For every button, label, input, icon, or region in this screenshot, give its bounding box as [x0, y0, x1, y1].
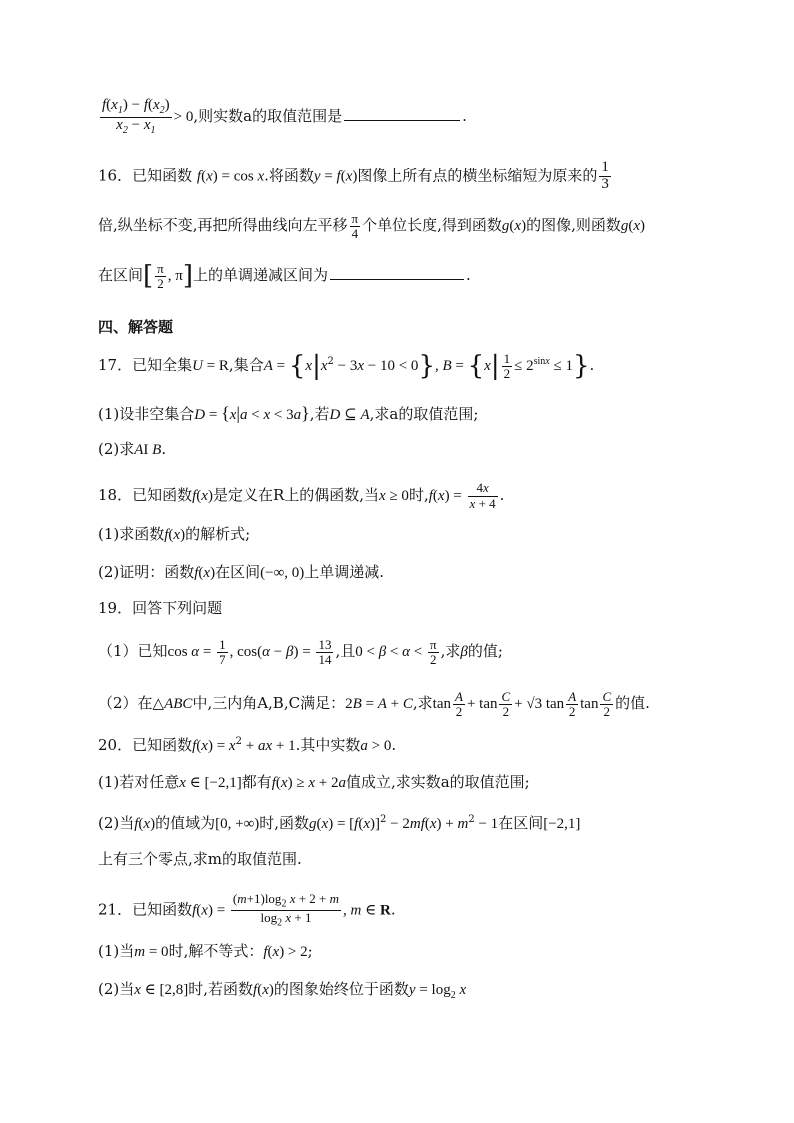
q18-line1: 18．已知函数f(x)是定义在R上的偶函数,当x ≥ 0时,f(x) = $\frac{4x}{x + 4}$ . — [98, 480, 505, 511]
q21-sub1: (1)当m = 0时,解不等式：f(x) > 2; — [98, 942, 313, 960]
q16-text: 上的单调递减区间为 — [192, 266, 328, 285]
q20-text: (1)若对任意 — [98, 773, 180, 791]
q19-text: ,求 — [440, 642, 461, 661]
q18-text: (2)证明：函数 — [98, 563, 195, 581]
q21-text: 时,若函数 — [188, 980, 254, 998]
fraction: $\frac{f(x_1) - f(x_2)}{x_2 - x_1}$ — [102, 97, 170, 136]
q15-tail-line: $\frac{f(x_1) - f(x_2)}{x_2 - x_1}$ > 0,则实数a的取值范围是 . — [102, 97, 467, 136]
q20-text: 的值域为 — [155, 814, 216, 832]
q18-sub2: (2)证明：函数f(x)在区间(−∞, 0)上单调递减. — [98, 563, 385, 581]
q21-text: (1)当 — [98, 942, 135, 960]
q20-text: 上有三个零点,求m的取值范围. — [98, 850, 302, 868]
q20-sub2-cont — [98, 852, 714, 867]
q16-line3: 在区间[ $\frac{\pi}{2}$ , π]上的单调递减区间为 . — [98, 261, 471, 292]
question-number: 19． — [98, 599, 133, 617]
q16-text: 的图像,则函数 — [526, 216, 621, 235]
q17-sub2: (2)求AI B. — [98, 440, 167, 458]
q21-sub2: (2)当x ∈ [2,8]时,若函数f(x)的图象始终位于函数$y = \log_2 x$ — [98, 980, 467, 1001]
fraction: $\frac{1}{3}$ — [601, 159, 609, 192]
q19-line1 — [98, 601, 714, 616]
q20-sub2: (2)当f(x)的值域为[0, +∞)时,函数$g(x) = [f(x)]^2 - 2mf(x) + m^2 - 1$在区间[−2,1] — [98, 814, 581, 832]
q19-text: 中,三内角A,B,C满足： — [192, 694, 346, 713]
q17-text: ,集合 — [228, 356, 264, 375]
q16-line2: 倍,纵坐标不变,再把所得曲线向左平移 $\frac{\pi}{4}$ 个单位长度,得到函数g(x)的图像,则函数g(x) — [98, 211, 646, 241]
q20-text: 时,函数 — [259, 814, 310, 832]
q17-text: ,若 — [309, 405, 330, 423]
fraction: $\frac{13}{14}$ — [318, 637, 332, 667]
question-number: 18． — [98, 486, 133, 505]
q16-line1: 16．已知函数 f(x) = cos x.将函数y = f(x)图像上所有点的横坐标缩短为原来的 $\frac{1}{3}$ — [98, 159, 609, 192]
fraction: $\frac{1}{7}$ — [219, 637, 226, 667]
q17-text: (1)设非空集合 — [98, 405, 195, 423]
q18-text: 在区间 — [215, 563, 261, 581]
q19-text: （2）在 — [98, 694, 153, 713]
question-number: 21． — [98, 900, 133, 919]
fraction: $\frac{(m+1)\log_2 x + 2 + m}{\log_2 x + 1}$ — [232, 891, 340, 929]
q18-text: 时, — [408, 486, 429, 505]
q16-text: 倍,纵坐标不变,再把所得曲线向左平移 — [98, 216, 348, 235]
q19-text: 回答下列问题 — [132, 599, 223, 617]
q19-sub2: （2）在△ABC中,三内角A,B,C满足：2B = A + C,求tan $\frac{A}{2}$ + tan $\frac{C}{2}$ + √3 tan $\frac{A}{2}$ tan $\frac{C}{2}$ 的值. — [98, 689, 650, 719]
q16-text: .将函数 — [264, 166, 314, 185]
q17-text: ,求a的取值范围; — [369, 405, 479, 423]
answer-blank — [344, 119, 460, 121]
q16-text: 个单位长度,得到函数 — [362, 216, 502, 235]
fraction: $\frac{A}{2}$ — [568, 689, 577, 719]
q21-line1: 21．已知函数f(x) = $\frac{(m+1)\log_2 x + 2 + m}{\log_2 x + 1}$ , m ∈ R. — [98, 891, 396, 929]
fraction: $\frac{1}{2}$ — [503, 351, 511, 381]
q18-text: 的解析式; — [185, 525, 251, 543]
fraction: $\frac{\pi}{4}$ — [351, 211, 359, 241]
q16-text: 在区间 — [98, 266, 144, 285]
question-number: 17． — [98, 356, 133, 375]
q20-text: 在区间 — [498, 814, 544, 832]
q21-text: 时,解不等式： — [168, 942, 264, 960]
fraction: $\frac{C}{2}$ — [602, 689, 612, 719]
q20-text: .其中实数 — [295, 736, 361, 754]
q19-text: 的值. — [615, 694, 650, 713]
q17-text: (2)求 — [98, 440, 135, 458]
fraction: $\frac{4x}{x + 4}$ — [469, 480, 496, 511]
q20-text: (2)当 — [98, 814, 135, 832]
q18-text: 已知函数 — [132, 486, 193, 505]
q21-text: (2)当 — [98, 980, 135, 998]
q19-sub1: （1）已知cos α = $\frac{1}{7}$ , cos(α − β) = $\frac{13}{14}$ ,且0 < β < α < $\frac{\pi}{2}$ ,求β的值; — [98, 637, 503, 667]
q20-line1: 20．已知函数$f(x) = x^2$ + ax + 1.其中实数a > 0. — [98, 736, 397, 754]
q21-text: 已知函数 — [132, 900, 193, 919]
q20-text: 值成立,求实数a的取值范围; — [345, 773, 530, 791]
q17-line1: 17．已知全集U = R,集合$A = \{x|x^2 - 3x - 10 < 0\}$, B = {x| $\frac{1}{2}$ ≤ $2^{sinx} \le 1$}. — [98, 351, 595, 382]
q16-text: 已知函数 — [132, 166, 193, 185]
fraction: $\frac{\pi}{2}$ — [157, 261, 164, 291]
q19-text: 的值; — [467, 642, 503, 661]
q18-sub1: (1)求函数f(x)的解析式; — [98, 525, 251, 543]
question-number: 16． — [98, 166, 133, 185]
section-heading: 四、解答题 — [98, 318, 174, 336]
q18-text: 上单调递减. — [304, 563, 385, 581]
q17-sub1: (1)设非空集合D = {x|a < x < 3a},若D ⊆ A,求a的取值范围; — [98, 403, 479, 423]
fraction: $\frac{C}{2}$ — [501, 689, 511, 719]
q18-text: 是定义在R上的偶函数,当 — [212, 486, 380, 505]
q21-text: 的图象始终位于函数 — [273, 980, 409, 998]
answer-blank — [330, 278, 464, 280]
q20-text: 已知函数 — [132, 736, 193, 754]
q20-sub1: (1)若对任意x ∈ [−2,1]都有f(x) ≥ x + 2a值成立,求实数a的取值范围; — [98, 773, 530, 791]
q19-text: ,求 — [412, 694, 433, 713]
q16-text: 图像上所有点的横坐标缩短为原来的 — [357, 166, 598, 185]
q20-text: 都有 — [241, 773, 272, 791]
q19-text: （1）已知 — [98, 642, 168, 661]
q19-text: ,且 — [335, 642, 356, 661]
fraction: $\frac{\pi}{2}$ — [429, 637, 437, 667]
q15-rest: ,则实数a的取值范围是 — [193, 107, 343, 125]
q17-text: 已知全集 — [132, 356, 193, 375]
q18-text: (1)求函数 — [98, 525, 165, 543]
fraction: $\frac{A}{2}$ — [454, 689, 463, 719]
question-number: 20． — [98, 736, 133, 754]
